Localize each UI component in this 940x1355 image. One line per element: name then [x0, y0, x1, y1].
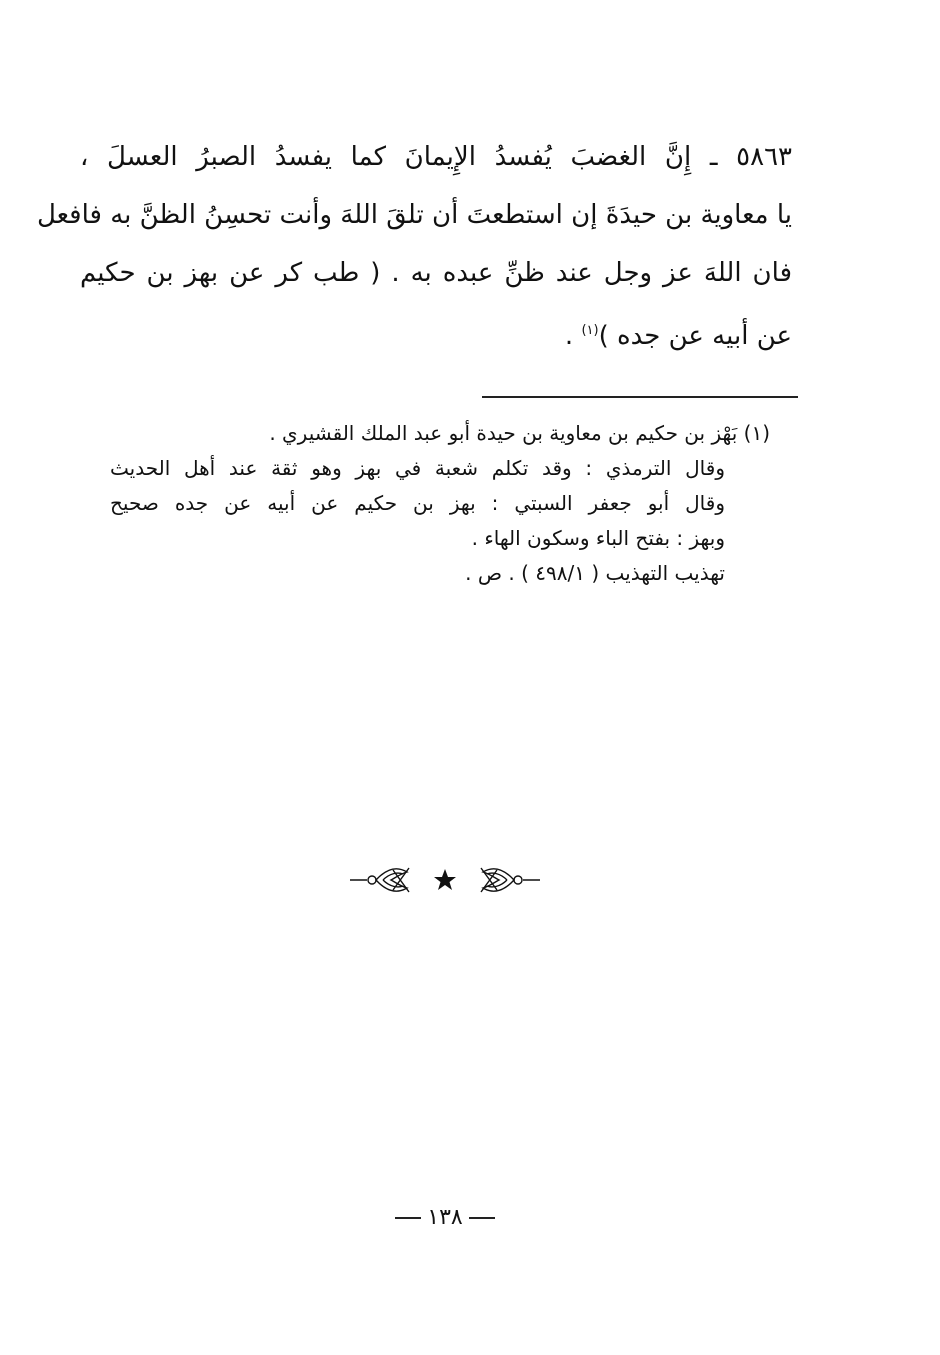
hadith-line-4: [80, 316, 792, 351]
hadith-line-1: ٥٨٦٣ ـ إِنَّ الغضبَ يُفسدُ الإِيمانَ كما يفسدُ الصبرُ العسلَ ،: [80, 142, 792, 172]
footnote-line-1: (١) بَهْز بن حكيم بن معاوية بن حيدة أبو عبد الملك القشيري .: [269, 421, 770, 445]
page-number-dash-right: [469, 1217, 495, 1219]
hadith-line-2: يا معاوية بن حيدَةَ إن استطعتَ أن تلقَ اللهَ وأنت تحسِنُ الظنَّ به فافعل: [36, 200, 792, 230]
footnote-line-5: تهذيب التهذيب ( ٤٩٨/١ ) . ص .: [465, 561, 725, 585]
hadith-line-4-end: .: [564, 321, 582, 351]
page-number-value: ١٣٨: [427, 1205, 463, 1230]
footnote-line-2: وقال الترمذي : وقد تكلم شعبة في بهز وهو ثقة عند أهل الحديث: [110, 456, 725, 480]
hadith-text: [36, 142, 792, 374]
page-number-dash-left: [395, 1217, 421, 1219]
hadith-line-4-text: عن أبيه عن جده ): [598, 321, 792, 351]
footnote-line-4: وبهز : بفتح الباء وسكون الهاء .: [471, 526, 725, 550]
footnote-line-3: وقال أبو جعفر السبتي : بهز بن حكيم عن أبيه عن جده صحيح: [110, 491, 725, 515]
footnote-separator: [482, 396, 798, 398]
hadith-line-3: فان اللهَ عز وجل عند ظنِّ عبده به . ( طب كر عن بهز بن حكيم: [80, 258, 792, 288]
footnotes: [110, 420, 770, 595]
page-number: [370, 1203, 520, 1233]
footnote-reference: (١): [581, 323, 599, 338]
star-ornament-icon: [345, 860, 545, 900]
